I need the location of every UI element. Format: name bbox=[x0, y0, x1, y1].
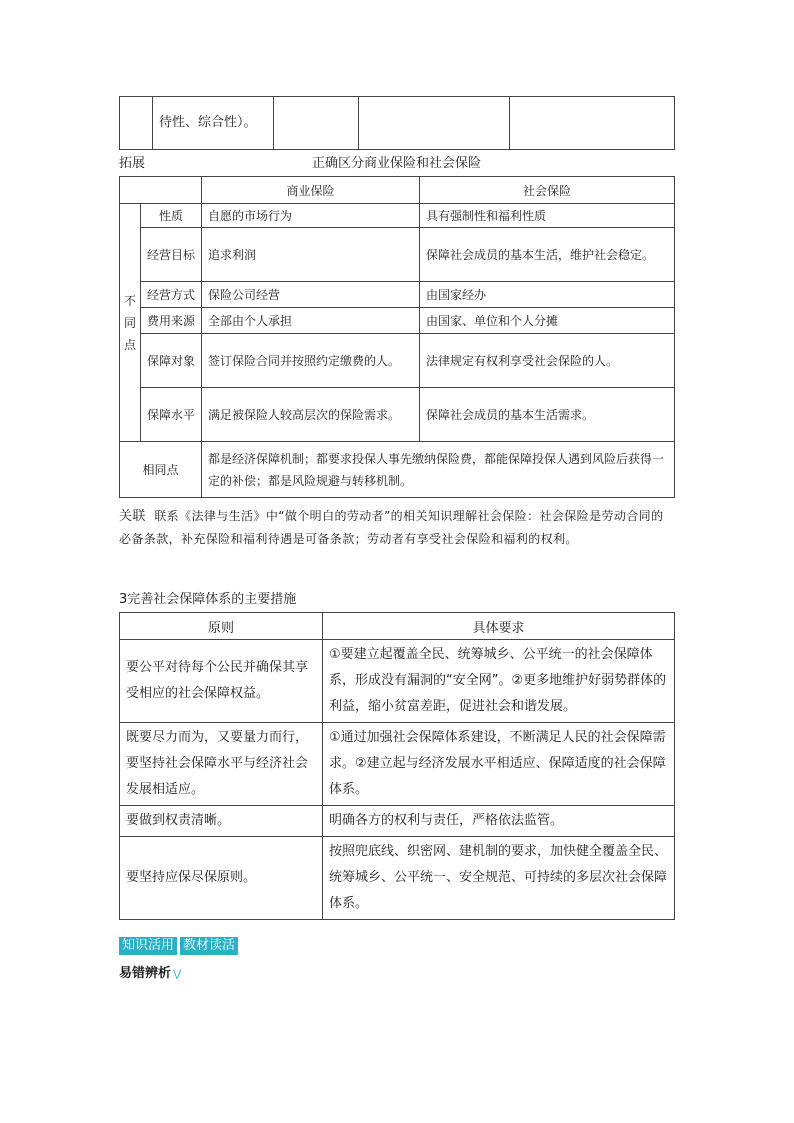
row-category: 经营目标 bbox=[141, 228, 202, 282]
social-cell: 具有强制性和福利性质 bbox=[420, 204, 675, 228]
social-cell: 保障社会成员的基本生活，维护社会稳定。 bbox=[420, 228, 675, 282]
continued-table bbox=[119, 96, 675, 150]
related-paragraph bbox=[119, 505, 675, 551]
requirement-cell: 明确各方的权利与责任，严格依法监管。 bbox=[323, 806, 675, 837]
commercial-cell: 签订保险合同并按照约定缴费的人。 bbox=[202, 334, 420, 388]
social-cell: 由国家经办 bbox=[420, 282, 675, 308]
principles-table bbox=[119, 612, 675, 920]
same-text: 都是经济保障机制；都要求投保人事先缴纳保险费，都能保障投保人遇到风险后获得一定的补偿；都是风险规避与转移机制。 bbox=[202, 442, 675, 498]
insurance-comparison-table bbox=[119, 176, 675, 498]
error-title-text: 易错辨析 bbox=[119, 966, 172, 981]
social-cell: 法律规定有权利享受社会保险的人。 bbox=[420, 334, 675, 388]
requirement-cell: ①要建立起覆盖全民、统筹城乡、公平统一的社会保障体系，形成没有漏洞的“安全网”。②更多地维护好弱势群体的利益，缩小贫富差距，促进社会和谐发展。 bbox=[323, 640, 675, 723]
header-principle: 原则 bbox=[120, 613, 323, 640]
badge-textbook: 教材读活 bbox=[180, 937, 238, 955]
commercial-cell: 满足被保险人较高层次的保险需求。 bbox=[202, 388, 420, 442]
section-badges bbox=[119, 937, 238, 955]
header-social: 社会保险 bbox=[420, 177, 675, 204]
principle-cell: 要坚持应保尽保原则。 bbox=[120, 837, 323, 920]
header-requirement: 具体要求 bbox=[323, 613, 675, 640]
row-category: 保障水平 bbox=[141, 388, 202, 442]
continued-cell: 待性、综合性）。 bbox=[153, 97, 274, 150]
principle-cell: 要做到权责清晰。 bbox=[120, 806, 323, 837]
same-label: 相同点 bbox=[120, 442, 202, 498]
extension-label: 拓展 bbox=[119, 156, 146, 171]
section-heading: 3完善社会保障体系的主要措施 bbox=[119, 592, 297, 607]
commercial-cell: 追求利润 bbox=[202, 228, 420, 282]
row-category: 保障对象 bbox=[141, 334, 202, 388]
row-category: 性质 bbox=[141, 204, 202, 228]
error-analysis-title bbox=[119, 962, 181, 981]
social-cell: 由国家、单位和个人分摊 bbox=[420, 308, 675, 334]
requirement-cell: ①通过加强社会保障体系建设，不断满足人民的社会保障需求。②建立起与经济发展水平相适应、保障适度的社会保障体系。 bbox=[323, 723, 675, 806]
related-text: 联系《法律与生活》中“做个明白的劳动者”的相关知识理解社会保险：社会保险是劳动合同的必备条款，补充保险和福利待遇是可备条款；劳动者有享受社会保险和福利的权利。 bbox=[119, 509, 664, 546]
badge-knowledge: 知识活用 bbox=[119, 937, 177, 955]
row-category: 经营方式 bbox=[141, 282, 202, 308]
social-cell: 保障社会成员的基本生活需求。 bbox=[420, 388, 675, 442]
principle-cell: 既要尽力而为，又要量力而行，要坚持社会保障水平与经济社会发展相适应。 bbox=[120, 723, 323, 806]
related-label: 关联 bbox=[119, 509, 146, 524]
diff-label: 不同点 bbox=[120, 204, 141, 442]
header-commercial: 商业保险 bbox=[202, 177, 420, 204]
principle-cell: 要公平对待每个公民并确保其享受相应的社会保障权益。 bbox=[120, 640, 323, 723]
row-category: 费用来源 bbox=[141, 308, 202, 334]
extension-title: 正确区分商业保险和社会保险 bbox=[312, 156, 482, 171]
commercial-cell: 全部由个人承担 bbox=[202, 308, 420, 334]
double-chevron-down-icon: ⋁ bbox=[173, 969, 182, 980]
commercial-cell: 保险公司经营 bbox=[202, 282, 420, 308]
requirement-cell: 按照兜底线、织密网、建机制的要求，加快健全覆盖全民、统筹城乡、公平统一、安全规范、可持续的多层次社会保障体系。 bbox=[323, 837, 675, 920]
commercial-cell: 自愿的市场行为 bbox=[202, 204, 420, 228]
